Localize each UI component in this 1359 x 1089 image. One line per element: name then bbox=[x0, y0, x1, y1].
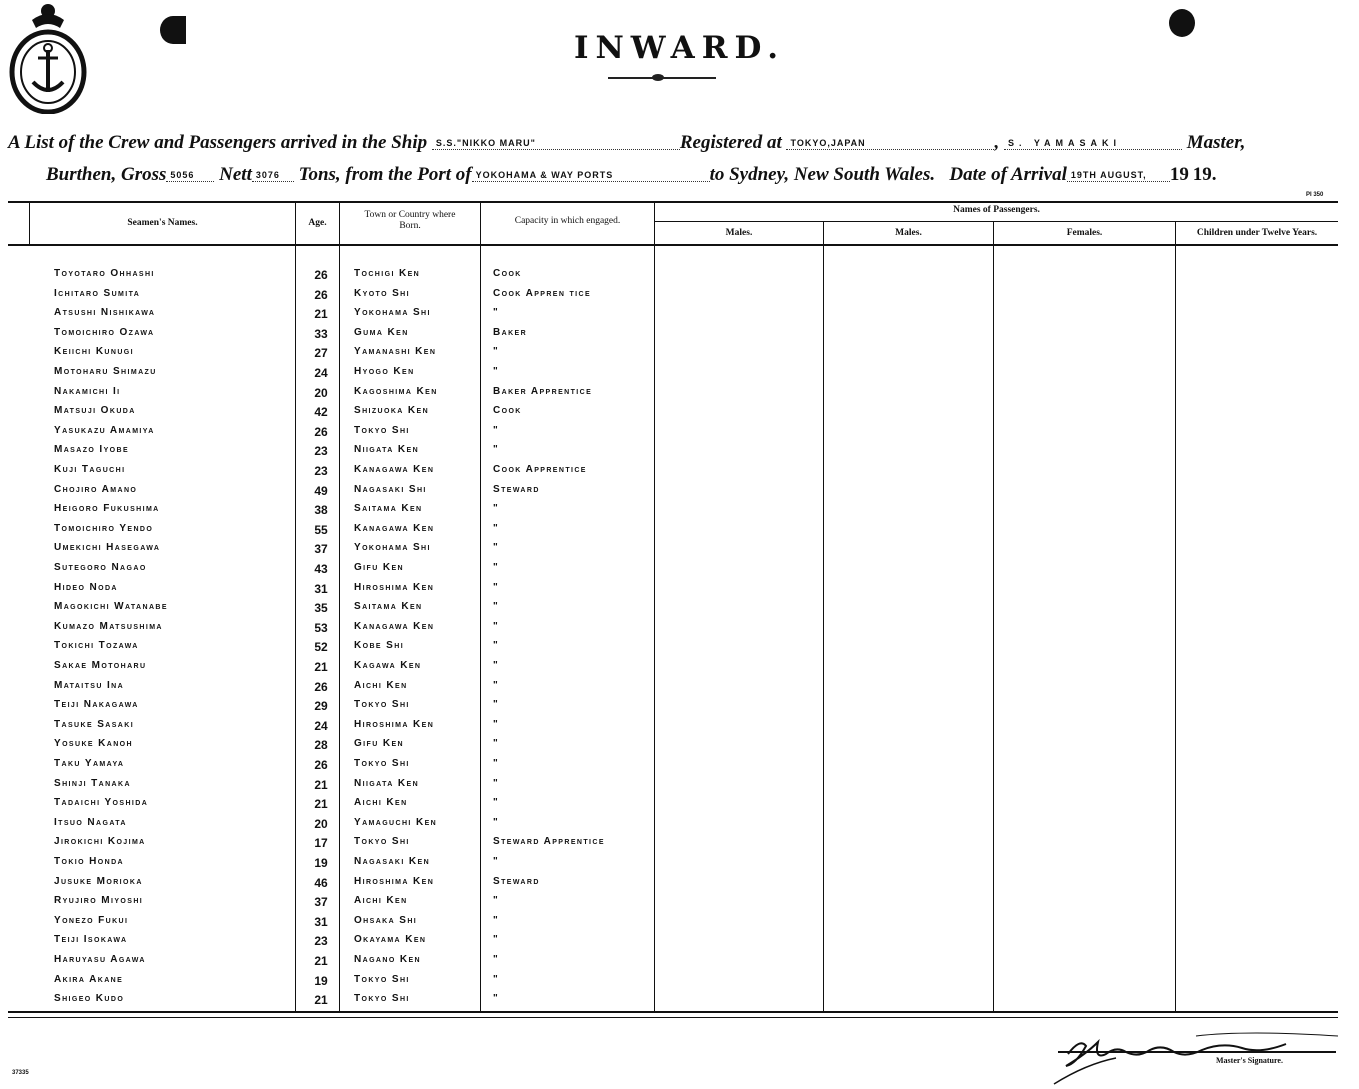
crew-birthplace: Tokyo Shi bbox=[354, 758, 410, 769]
crew-name: Toyotaro Ohhashi bbox=[54, 268, 155, 279]
crew-capacity: Cook bbox=[493, 268, 522, 279]
crew-name: Yasukazu Amamiya bbox=[54, 425, 155, 436]
header-seamens-names: Seamen's Names. bbox=[127, 218, 198, 228]
title-ornament bbox=[652, 74, 664, 81]
crew-capacity: " bbox=[493, 680, 500, 691]
crew-capacity: Steward bbox=[493, 876, 540, 887]
crew-name: Taku Yamaya bbox=[54, 758, 125, 769]
crew-name: Sutegoro Nagao bbox=[54, 562, 147, 573]
crew-age: 46 bbox=[314, 876, 328, 890]
crew-capacity: " bbox=[493, 444, 500, 455]
crew-capacity: Baker bbox=[493, 327, 528, 338]
crew-capacity: Cook Apprentice bbox=[493, 464, 587, 475]
crew-name: Kuji Taguchi bbox=[54, 464, 126, 475]
crew-age: 27 bbox=[314, 346, 328, 360]
table-top-rule bbox=[8, 201, 1338, 203]
crew-capacity: " bbox=[493, 640, 500, 651]
crew-capacity: " bbox=[493, 307, 500, 318]
crew-age: 33 bbox=[314, 327, 328, 341]
crew-capacity: " bbox=[493, 503, 500, 514]
crew-name: Tomoichiro Ozawa bbox=[54, 327, 155, 338]
crew-age: 21 bbox=[314, 778, 328, 792]
crew-age: 55 bbox=[314, 523, 328, 537]
crew-capacity: " bbox=[493, 915, 500, 926]
master-signature bbox=[1046, 1024, 1346, 1088]
crew-birthplace: Yokohama Shi bbox=[354, 542, 431, 553]
table-row bbox=[0, 660, 1359, 679]
crew-birthplace: Hiroshima Ken bbox=[354, 719, 435, 730]
arrival-label: Date of Arrival bbox=[949, 164, 1067, 185]
crew-age: 21 bbox=[314, 660, 328, 674]
crew-name: Tomoichiro Yendo bbox=[54, 523, 154, 534]
crew-age: 29 bbox=[314, 699, 328, 713]
crew-capacity: " bbox=[493, 346, 500, 357]
crew-birthplace: Aichi Ken bbox=[354, 797, 408, 808]
crew-birthplace: Aichi Ken bbox=[354, 895, 408, 906]
crew-name: Teiji Nakagawa bbox=[54, 699, 139, 710]
header-children: Children under Twelve Years. bbox=[1196, 228, 1318, 238]
ship-name: S.S."NIKKO MARU" bbox=[432, 138, 680, 150]
crew-capacity: Baker Apprentice bbox=[493, 386, 593, 397]
crew-name: Tasuke Sasaki bbox=[54, 719, 135, 730]
crew-birthplace: Kobe Shi bbox=[354, 640, 405, 651]
list-prefix: A List of the Crew and Passengers arrived in the Ship bbox=[8, 132, 428, 153]
crew-birthplace: Kanagawa Ken bbox=[354, 464, 435, 475]
crew-name: Akira Akane bbox=[54, 974, 124, 985]
crew-name: Masazo Iyobe bbox=[54, 444, 130, 455]
table-row bbox=[0, 405, 1359, 424]
table-row bbox=[0, 386, 1359, 405]
table-row bbox=[0, 680, 1359, 699]
crew-age: 23 bbox=[314, 444, 328, 458]
table-row bbox=[0, 876, 1359, 895]
table-row bbox=[0, 778, 1359, 797]
crew-birthplace: Aichi Ken bbox=[354, 680, 408, 691]
crew-birthplace: Kanagawa Ken bbox=[354, 621, 435, 632]
header-males-1: Males. bbox=[725, 228, 753, 238]
page-title: INWARD. bbox=[573, 30, 786, 66]
crew-capacity: " bbox=[493, 523, 500, 534]
master-label: Master, bbox=[1186, 132, 1246, 153]
crew-name: Matsuji Okuda bbox=[54, 405, 136, 416]
tons-label: Tons, from the Port of bbox=[298, 164, 472, 185]
crew-age: 35 bbox=[314, 601, 328, 615]
crew-age: 20 bbox=[314, 386, 328, 400]
table-row bbox=[0, 817, 1359, 836]
crew-name: Atsushi Nishikawa bbox=[54, 307, 156, 318]
header-names-of-passengers: Names of Passengers. bbox=[953, 205, 1040, 215]
crew-age: 43 bbox=[314, 562, 328, 576]
passenger-subheader-rule bbox=[655, 221, 1338, 222]
header-line-2 bbox=[46, 164, 1216, 186]
crew-capacity: " bbox=[493, 660, 500, 671]
crew-birthplace: Hiroshima Ken bbox=[354, 876, 435, 887]
table-row bbox=[0, 738, 1359, 757]
header-females: Females. bbox=[1066, 228, 1103, 238]
crew-age: 21 bbox=[314, 797, 328, 811]
crew-name: Tadaichi Yoshida bbox=[54, 797, 149, 808]
crew-age: 53 bbox=[314, 621, 328, 635]
crew-birthplace: Niigata Ken bbox=[354, 778, 420, 789]
crew-name: Jusuke Morioka bbox=[54, 876, 143, 887]
crew-capacity: " bbox=[493, 582, 500, 593]
form-number: 37335 bbox=[12, 1070, 29, 1076]
table-row bbox=[0, 640, 1359, 659]
crew-name: Itsuo Nagata bbox=[54, 817, 127, 828]
table-row bbox=[0, 974, 1359, 993]
crew-name: Shinji Tanaka bbox=[54, 778, 131, 789]
crew-birthplace: Kagawa Ken bbox=[354, 660, 422, 671]
crew-capacity: " bbox=[493, 425, 500, 436]
registered-at: TOKYO,JAPAN bbox=[786, 138, 994, 150]
crew-age: 20 bbox=[314, 817, 328, 831]
table-row bbox=[0, 464, 1359, 483]
year-suffix: 19. bbox=[1192, 164, 1217, 185]
crew-birthplace: Hiroshima Ken bbox=[354, 582, 435, 593]
crew-birthplace: Nagasaki Shi bbox=[354, 484, 427, 495]
crew-capacity: " bbox=[493, 758, 500, 769]
crew-capacity: " bbox=[493, 895, 500, 906]
crew-birthplace: Ohsaka Shi bbox=[354, 915, 418, 926]
master-name: S. YAMASAKI bbox=[1004, 138, 1182, 150]
crew-capacity: Steward bbox=[493, 484, 540, 495]
crew-age: 19 bbox=[314, 974, 328, 988]
table-row bbox=[0, 895, 1359, 914]
table-row bbox=[0, 836, 1359, 855]
crew-capacity: " bbox=[493, 738, 500, 749]
crew-age: 26 bbox=[314, 758, 328, 772]
crew-age: 37 bbox=[314, 895, 328, 909]
header-line-1: A List of the Crew and Passengers arrived in the Ship S.S."NIKKO MARU" Registered at TOKYO,JAPAN , S. YAMASAKI Master, bbox=[8, 132, 1246, 153]
table-header-rule bbox=[8, 244, 1338, 246]
crew-capacity: Cook bbox=[493, 405, 522, 416]
crew-age: 38 bbox=[314, 503, 328, 517]
table-row bbox=[0, 621, 1359, 640]
crew-name: Ryujiro Miyoshi bbox=[54, 895, 144, 906]
table-row bbox=[0, 307, 1359, 326]
arrival-date: 19TH AUGUST, bbox=[1067, 170, 1170, 182]
crew-capacity: " bbox=[493, 974, 500, 985]
crew-name: Yosuke Kanoh bbox=[54, 738, 133, 749]
year-prefix: 19 bbox=[1169, 164, 1189, 185]
header-capacity: Capacity in which engaged. bbox=[514, 216, 621, 226]
table-row bbox=[0, 856, 1359, 875]
table-row bbox=[0, 484, 1359, 503]
crew-age: 49 bbox=[314, 484, 328, 498]
gross-tons: 5056 bbox=[166, 170, 214, 182]
table-row bbox=[0, 915, 1359, 934]
crew-name: Magokichi Watanabe bbox=[54, 601, 168, 612]
crew-capacity: " bbox=[493, 719, 500, 730]
registered-label: Registered at bbox=[679, 132, 782, 153]
crew-capacity: " bbox=[493, 542, 500, 553]
crew-name: Umekichi Hasegawa bbox=[54, 542, 161, 553]
table-row bbox=[0, 954, 1359, 973]
header-town: Town or Country where Born. bbox=[364, 210, 456, 231]
table-row bbox=[0, 758, 1359, 777]
crew-name: Hideo Noda bbox=[54, 582, 118, 593]
crew-name: Teiji Isokawa bbox=[54, 934, 128, 945]
crew-capacity: " bbox=[493, 856, 500, 867]
table-row bbox=[0, 562, 1359, 581]
crew-birthplace: Niigata Ken bbox=[354, 444, 420, 455]
table-row bbox=[0, 601, 1359, 620]
crew-capacity: " bbox=[493, 797, 500, 808]
crew-age: 19 bbox=[314, 856, 328, 870]
burthen-label: Burthen, Gross bbox=[46, 164, 167, 185]
crew-age: 26 bbox=[314, 288, 328, 302]
crew-name: Shigeo Kudo bbox=[54, 993, 125, 1004]
form-corner-code: PI 350 bbox=[1306, 192, 1324, 198]
table-row bbox=[0, 366, 1359, 385]
table-row bbox=[0, 699, 1359, 718]
crew-name: Nakamichi Ii bbox=[54, 386, 121, 397]
crew-birthplace: Nagano Ken bbox=[354, 954, 422, 965]
table-row bbox=[0, 425, 1359, 444]
crew-birthplace: Guma Ken bbox=[354, 327, 409, 338]
table-row bbox=[0, 268, 1359, 287]
crew-name: Ichitaro Sumita bbox=[54, 288, 141, 299]
crew-capacity: " bbox=[493, 601, 500, 612]
crew-age: 28 bbox=[314, 738, 328, 752]
crew-age: 26 bbox=[314, 680, 328, 694]
crew-capacity: " bbox=[493, 778, 500, 789]
table-row bbox=[0, 444, 1359, 463]
signature-label: Master's Signature. bbox=[1216, 1056, 1283, 1065]
crew-birthplace: Gifu Ken bbox=[354, 738, 404, 749]
crew-age: 31 bbox=[314, 915, 328, 929]
crew-capacity: " bbox=[493, 699, 500, 710]
crew-birthplace: Yamaguchi Ken bbox=[354, 817, 438, 828]
crew-capacity: " bbox=[493, 817, 500, 828]
crew-name: Motoharu Shimazu bbox=[54, 366, 157, 377]
crew-name: Tokio Honda bbox=[54, 856, 125, 867]
crew-birthplace: Shizuoka Ken bbox=[354, 405, 430, 416]
crew-age: 42 bbox=[314, 405, 328, 419]
crew-birthplace: Yamanashi Ken bbox=[354, 346, 437, 357]
crew-birthplace: Nagasaki Ken bbox=[354, 856, 431, 867]
crew-name: Keiichi Kunugi bbox=[54, 346, 134, 357]
crew-age: 24 bbox=[314, 719, 328, 733]
crew-capacity: Cook Appren tice bbox=[493, 288, 592, 299]
crew-capacity: " bbox=[493, 366, 500, 377]
crew-name: Heigoro Fukushima bbox=[54, 503, 160, 514]
crew-capacity: " bbox=[493, 934, 500, 945]
table-row bbox=[0, 503, 1359, 522]
crew-birthplace: Saitama Ken bbox=[354, 601, 423, 612]
crew-age: 23 bbox=[314, 464, 328, 478]
crew-name: Chojiro Amano bbox=[54, 484, 138, 495]
table-row bbox=[0, 327, 1359, 346]
crew-age: 21 bbox=[314, 307, 328, 321]
crew-birthplace: Kyoto Shi bbox=[354, 288, 410, 299]
table-row bbox=[0, 797, 1359, 816]
nett-tons: 3076 bbox=[252, 170, 294, 182]
crew-birthplace: Tochigi Ken bbox=[354, 268, 421, 279]
crew-birthplace: Okayama Ken bbox=[354, 934, 427, 945]
crew-name: Haruyasu Agawa bbox=[54, 954, 146, 965]
crew-capacity: " bbox=[493, 621, 500, 632]
crew-name: Yonezo Fukui bbox=[54, 915, 129, 926]
crew-name: Sakae Motoharu bbox=[54, 660, 147, 671]
header-age: Age. bbox=[308, 218, 327, 228]
table-row bbox=[0, 523, 1359, 542]
nett-label: Nett bbox=[219, 164, 252, 185]
table-row bbox=[0, 934, 1359, 953]
crew-age: 31 bbox=[314, 582, 328, 596]
crew-name: Tokichi Tozawa bbox=[54, 640, 139, 651]
crew-birthplace: Tokyo Shi bbox=[354, 836, 410, 847]
table-bottom-rule-2 bbox=[8, 1017, 1338, 1018]
table-row bbox=[0, 346, 1359, 365]
crew-age: 26 bbox=[314, 425, 328, 439]
crew-capacity: " bbox=[493, 993, 500, 1004]
crew-birthplace: Kagoshima Ken bbox=[354, 386, 438, 397]
destination: to Sydney, New South Wales. bbox=[709, 164, 936, 185]
table-row bbox=[0, 719, 1359, 738]
signature-line bbox=[1058, 1051, 1336, 1053]
crew-birthplace: Tokyo Shi bbox=[354, 993, 410, 1004]
crew-age: 52 bbox=[314, 640, 328, 654]
table-row bbox=[0, 993, 1359, 1012]
table-row bbox=[0, 542, 1359, 561]
crew-name: Jirokichi Kojima bbox=[54, 836, 146, 847]
crew-name: Kumazo Matsushima bbox=[54, 621, 163, 632]
port-of-departure: YOKOHAMA & WAY PORTS bbox=[472, 170, 710, 182]
crew-age: 17 bbox=[314, 836, 328, 850]
crew-capacity: Steward Apprentice bbox=[493, 836, 605, 847]
crew-age: 21 bbox=[314, 954, 328, 968]
table-row bbox=[0, 288, 1359, 307]
crew-birthplace: Kanagawa Ken bbox=[354, 523, 435, 534]
crew-birthplace: Yokohama Shi bbox=[354, 307, 431, 318]
header-males-2: Males. bbox=[895, 228, 922, 238]
crew-birthplace: Saitama Ken bbox=[354, 503, 423, 514]
crew-birthplace: Hyogo Ken bbox=[354, 366, 415, 377]
crew-name: Mataitsu Ina bbox=[54, 680, 125, 691]
crew-capacity: " bbox=[493, 562, 500, 573]
crew-birthplace: Tokyo Shi bbox=[354, 425, 410, 436]
crew-birthplace: Tokyo Shi bbox=[354, 699, 410, 710]
crew-birthplace: Tokyo Shi bbox=[354, 974, 410, 985]
crew-age: 24 bbox=[314, 366, 328, 380]
crew-birthplace: Gifu Ken bbox=[354, 562, 404, 573]
crew-age: 26 bbox=[314, 268, 328, 282]
crew-capacity: " bbox=[493, 954, 500, 965]
crew-age: 23 bbox=[314, 934, 328, 948]
table-row bbox=[0, 582, 1359, 601]
crew-age: 37 bbox=[314, 542, 328, 556]
crew-age: 21 bbox=[314, 993, 328, 1007]
